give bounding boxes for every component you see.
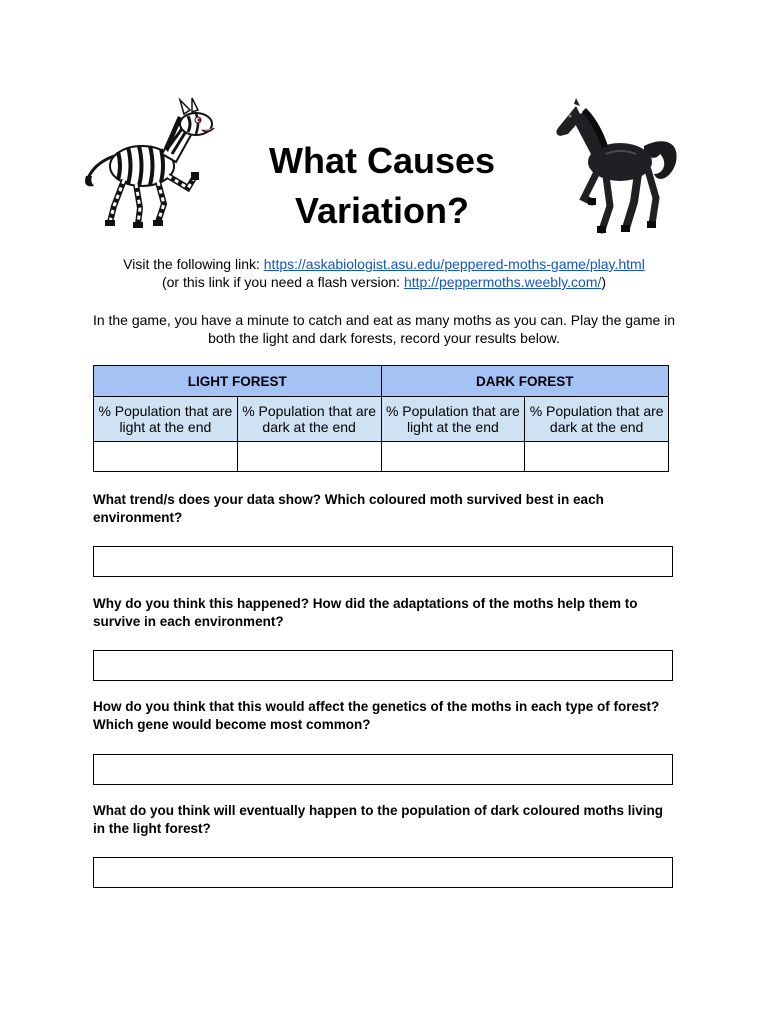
group-header-row — [94, 366, 669, 397]
link-instructions — [60, 255, 708, 291]
question-1: What trend/s does your data show? Which coloured moth survived best in each environment? — [93, 492, 604, 525]
primary-link-prefix: Visit the following link: — [123, 256, 264, 272]
title-line-1: What Causes — [268, 140, 496, 181]
flash-link-prefix: (or this link if you need a flash version: — [161, 274, 404, 290]
column-header: % Population that are dark at the end — [525, 397, 669, 442]
light-forest-header: LIGHT FOREST — [94, 366, 382, 397]
dark-forest-dark-percent-cell[interactable] — [525, 442, 669, 472]
question-3: How do you think that this would affect the genetics of the moths in each type of forest? Which gene would become most common? — [93, 699, 660, 732]
black-horse-illustration — [548, 98, 680, 236]
flash-link-suffix: ) — [601, 274, 607, 290]
light-forest-dark-percent-cell[interactable] — [237, 442, 381, 472]
dark-forest-header: DARK FOREST — [381, 366, 669, 397]
flash-link-line — [60, 273, 708, 291]
column-header: % Population that are light at the end — [381, 397, 525, 442]
light-forest-light-percent-cell[interactable] — [94, 442, 238, 472]
results-table — [93, 365, 669, 472]
game-instructions: In the game, you have a minute to catch and eat as many moths as you can. Play the game in both the light and dark forests, record your results below. — [92, 312, 676, 346]
answer-box-2[interactable] — [93, 650, 673, 681]
column-header-row — [94, 397, 669, 442]
column-header: % Population that are light at the end — [94, 397, 238, 442]
title-line-2: Variation? — [294, 190, 470, 231]
answer-box-3[interactable] — [93, 754, 673, 785]
zebra-illustration — [84, 96, 220, 230]
question-2: Why do you think this happened? How did the adaptations of the moths help them to survive in each environment? — [93, 596, 638, 629]
flash-version-link[interactable]: http://peppermoths.weebly.com/ — [403, 274, 602, 290]
table-row — [94, 442, 669, 472]
question-4: What do you think will eventually happen to the population of dark coloured moths living in the light forest? — [93, 803, 664, 836]
answer-box-4[interactable] — [93, 857, 673, 888]
peppered-moths-game-link[interactable]: https://askabiologist.asu.edu/peppered-moths-game/play.html — [263, 256, 645, 272]
primary-link-line — [60, 255, 708, 273]
page-title — [230, 136, 534, 236]
dark-forest-light-percent-cell[interactable] — [381, 442, 525, 472]
answer-box-1[interactable] — [93, 546, 673, 577]
column-header: % Population that are dark at the end — [237, 397, 381, 442]
